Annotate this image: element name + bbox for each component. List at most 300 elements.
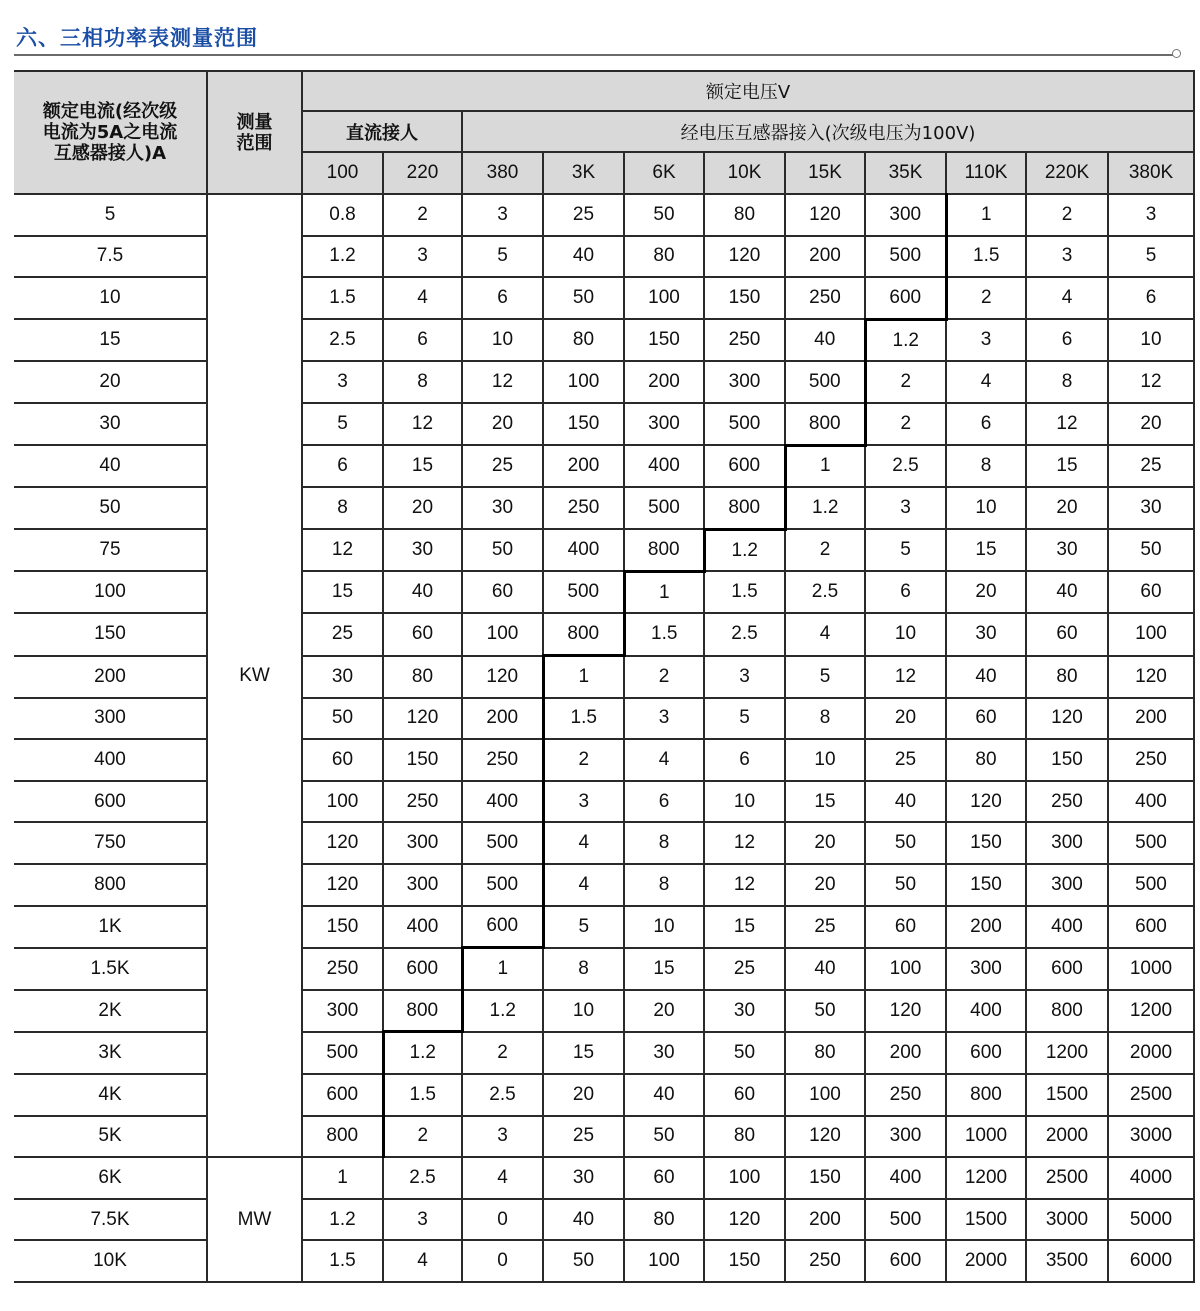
value-cell: 80: [624, 1199, 704, 1241]
value-cell: 150: [302, 906, 383, 948]
value-cell: 50: [462, 529, 543, 571]
value-cell: 30: [302, 656, 383, 698]
value-cell: 3000: [1108, 1116, 1194, 1158]
value-cell: 150: [624, 319, 704, 361]
value-cell: 600: [302, 1074, 383, 1116]
value-cell: 400: [946, 990, 1026, 1032]
value-cell: 0.8: [302, 194, 383, 236]
value-cell: 25: [462, 445, 543, 487]
value-cell: 800: [704, 487, 785, 529]
value-cell: 1.5: [946, 236, 1026, 278]
table-row: [14, 571, 1194, 613]
header-rated-voltage-label: 额定电压V: [705, 82, 791, 103]
value-cell: 6: [1026, 319, 1108, 361]
value-cell: 2: [946, 277, 1026, 319]
value-cell: 12: [704, 864, 785, 906]
value-cell: 250: [302, 948, 383, 990]
value-cell: 5: [785, 656, 865, 698]
value-cell: 120: [785, 194, 865, 236]
value-cell: 50: [624, 1116, 704, 1158]
value-cell: 120: [302, 864, 383, 906]
value-cell: 50: [624, 194, 704, 236]
table-row: [14, 319, 1194, 361]
value-cell: 12: [383, 403, 462, 445]
value-cell: 250: [785, 1240, 865, 1282]
value-cell: 150: [383, 739, 462, 781]
value-cell: 120: [302, 822, 383, 864]
header-measure-range-label: 测量范围: [236, 111, 273, 154]
value-cell: 1: [624, 571, 704, 613]
value-cell: 30: [462, 487, 543, 529]
value-cell: 2: [462, 1032, 543, 1074]
rated-current-cell: 300: [14, 698, 207, 740]
value-cell: 0: [462, 1240, 543, 1282]
table-row: [14, 656, 1194, 698]
value-cell: 8: [624, 864, 704, 906]
rated-current-cell: 6K: [14, 1157, 207, 1199]
value-cell: 500: [462, 822, 543, 864]
value-cell: 600: [865, 1240, 946, 1282]
value-cell: 80: [946, 739, 1026, 781]
value-cell: 3: [1108, 194, 1194, 236]
value-cell: 1.2: [383, 1032, 462, 1074]
value-cell: 30: [704, 990, 785, 1032]
value-cell: 40: [383, 571, 462, 613]
value-cell: 3000: [1026, 1199, 1108, 1241]
value-cell: 15: [624, 948, 704, 990]
value-cell: 1: [302, 1157, 383, 1199]
value-cell: 50: [543, 1240, 624, 1282]
value-cell: 1500: [1026, 1074, 1108, 1116]
table-row: [14, 277, 1194, 319]
value-cell: 6: [624, 781, 704, 823]
value-cell: 15: [946, 529, 1026, 571]
value-cell: 500: [1108, 822, 1194, 864]
value-cell: 50: [543, 277, 624, 319]
value-cell: 1.5: [302, 1240, 383, 1282]
value-cell: 40: [543, 236, 624, 278]
value-cell: 600: [1108, 906, 1194, 948]
table-row: [14, 698, 1194, 740]
value-cell: 5000: [1108, 1199, 1194, 1241]
value-cell: 25: [302, 613, 383, 655]
value-cell: 500: [704, 403, 785, 445]
table-row: [14, 403, 1194, 445]
value-cell: 40: [543, 1199, 624, 1241]
table-row: [14, 990, 1194, 1032]
value-cell: 1.5: [302, 277, 383, 319]
value-cell: 800: [383, 990, 462, 1032]
table-row: [14, 739, 1194, 781]
value-cell: 80: [624, 236, 704, 278]
value-cell: 1.2: [865, 319, 946, 361]
value-cell: 100: [302, 781, 383, 823]
value-cell: 5: [1108, 236, 1194, 278]
rated-current-cell: 3K: [14, 1032, 207, 1074]
value-cell: 50: [302, 698, 383, 740]
value-cell: 120: [704, 236, 785, 278]
rated-current-cell: 40: [14, 445, 207, 487]
value-cell: 300: [1026, 864, 1108, 906]
value-cell: 1.2: [785, 487, 865, 529]
value-cell: 2: [785, 529, 865, 571]
value-cell: 500: [462, 864, 543, 906]
value-cell: 2000: [1026, 1116, 1108, 1158]
value-cell: 4: [785, 613, 865, 655]
header-measure-range: [207, 71, 302, 194]
value-cell: 120: [1108, 656, 1194, 698]
value-cell: 400: [624, 445, 704, 487]
value-cell: 1: [946, 194, 1026, 236]
value-cell: 300: [865, 194, 946, 236]
header-vt-connection-label: 经电压互感器接入(次级电压为100V): [680, 122, 976, 144]
rated-current-cell: 20: [14, 361, 207, 403]
value-cell: 20: [624, 990, 704, 1032]
value-cell: 800: [1026, 990, 1108, 1032]
value-cell: 5: [302, 403, 383, 445]
value-cell: 1.2: [462, 990, 543, 1032]
value-cell: 2: [865, 361, 946, 403]
value-cell: 2: [383, 1116, 462, 1158]
value-cell: 120: [785, 1116, 865, 1158]
value-cell: 3: [462, 1116, 543, 1158]
voltage-header-cell: 15K: [785, 152, 865, 194]
value-cell: 5: [462, 236, 543, 278]
power-range-table: [14, 70, 1195, 1283]
value-cell: 30: [543, 1157, 624, 1199]
value-cell: 200: [865, 1032, 946, 1074]
value-cell: 120: [383, 698, 462, 740]
value-cell: 1200: [946, 1157, 1026, 1199]
value-cell: 300: [704, 361, 785, 403]
value-cell: 500: [1108, 864, 1194, 906]
value-cell: 800: [543, 613, 624, 655]
value-cell: 6000: [1108, 1240, 1194, 1282]
value-cell: 12: [462, 361, 543, 403]
value-cell: 2500: [1108, 1074, 1194, 1116]
value-cell: 2.5: [383, 1157, 462, 1199]
value-cell: 100: [704, 1157, 785, 1199]
value-cell: 5: [704, 698, 785, 740]
section-title: 六、三相功率表测量范围: [16, 26, 258, 50]
table-row: [14, 781, 1194, 823]
value-cell: 8: [624, 822, 704, 864]
value-cell: 25: [1108, 445, 1194, 487]
value-cell: 10: [1108, 319, 1194, 361]
value-cell: 1.2: [704, 529, 785, 571]
rated-current-cell: 2K: [14, 990, 207, 1032]
value-cell: 150: [543, 403, 624, 445]
value-cell: 2.5: [785, 571, 865, 613]
value-cell: 80: [383, 656, 462, 698]
value-cell: 2: [1026, 194, 1108, 236]
table-row: [14, 236, 1194, 278]
value-cell: 600: [704, 445, 785, 487]
value-cell: 250: [462, 739, 543, 781]
value-cell: 400: [462, 781, 543, 823]
value-cell: 500: [865, 236, 946, 278]
value-cell: 4: [383, 1240, 462, 1282]
value-cell: 200: [785, 1199, 865, 1241]
value-cell: 30: [1026, 529, 1108, 571]
value-cell: 20: [1108, 403, 1194, 445]
value-cell: 150: [704, 277, 785, 319]
value-cell: 10: [543, 990, 624, 1032]
rated-current-cell: 50: [14, 487, 207, 529]
value-cell: 25: [704, 948, 785, 990]
value-cell: 4: [543, 822, 624, 864]
voltage-header-cell: 110K: [946, 152, 1026, 194]
value-cell: 1.5: [543, 698, 624, 740]
value-cell: 500: [785, 361, 865, 403]
value-cell: 400: [543, 529, 624, 571]
value-cell: 2.5: [302, 319, 383, 361]
value-cell: 250: [383, 781, 462, 823]
value-cell: 15: [785, 781, 865, 823]
value-cell: 5: [865, 529, 946, 571]
value-cell: 2000: [1108, 1032, 1194, 1074]
value-cell: 100: [624, 277, 704, 319]
value-cell: 4: [946, 361, 1026, 403]
value-cell: 2.5: [865, 445, 946, 487]
rated-current-cell: 10: [14, 277, 207, 319]
table-row: [14, 613, 1194, 655]
value-cell: 200: [624, 361, 704, 403]
value-cell: 25: [543, 1116, 624, 1158]
voltage-header-cell: 380K: [1108, 152, 1194, 194]
table-row: [14, 445, 1194, 487]
value-cell: 40: [624, 1074, 704, 1116]
value-cell: 100: [543, 361, 624, 403]
value-cell: 2.5: [704, 613, 785, 655]
header-vt-connection: [462, 111, 1194, 152]
value-cell: 300: [383, 822, 462, 864]
value-cell: 12: [865, 656, 946, 698]
value-cell: 20: [1026, 487, 1108, 529]
value-cell: 40: [865, 781, 946, 823]
value-cell: 80: [704, 1116, 785, 1158]
value-cell: 500: [543, 571, 624, 613]
voltage-header-cell: 220K: [1026, 152, 1108, 194]
value-cell: 12: [704, 822, 785, 864]
value-cell: 15: [302, 571, 383, 613]
table-row: [14, 1157, 1194, 1199]
value-cell: 500: [624, 487, 704, 529]
value-cell: 100: [865, 948, 946, 990]
value-cell: 12: [1108, 361, 1194, 403]
rated-current-cell: 750: [14, 822, 207, 864]
value-cell: 20: [462, 403, 543, 445]
value-cell: 50: [1108, 529, 1194, 571]
value-cell: 150: [1026, 739, 1108, 781]
value-cell: 1: [785, 445, 865, 487]
value-cell: 600: [865, 277, 946, 319]
value-cell: 80: [704, 194, 785, 236]
table-row: [14, 194, 1194, 236]
value-cell: 400: [1108, 781, 1194, 823]
value-cell: 250: [865, 1074, 946, 1116]
value-cell: 100: [785, 1074, 865, 1116]
value-cell: 250: [785, 277, 865, 319]
value-cell: 1.2: [302, 236, 383, 278]
voltage-header-cell: 10K: [704, 152, 785, 194]
value-cell: 4: [624, 739, 704, 781]
value-cell: 300: [946, 948, 1026, 990]
value-cell: 2500: [1026, 1157, 1108, 1199]
value-cell: 800: [302, 1116, 383, 1158]
value-cell: 150: [946, 822, 1026, 864]
value-cell: 20: [865, 698, 946, 740]
rated-current-cell: 30: [14, 403, 207, 445]
value-cell: 150: [946, 864, 1026, 906]
value-cell: 800: [624, 529, 704, 571]
rated-current-cell: 10K: [14, 1240, 207, 1282]
value-cell: 60: [704, 1074, 785, 1116]
value-cell: 2000: [946, 1240, 1026, 1282]
value-cell: 3: [865, 487, 946, 529]
value-cell: 40: [785, 948, 865, 990]
value-cell: 50: [704, 1032, 785, 1074]
unit-kw-cell: KW: [207, 194, 302, 1157]
value-cell: 300: [302, 990, 383, 1032]
rated-current-cell: 600: [14, 781, 207, 823]
value-cell: 2: [624, 656, 704, 698]
value-cell: 800: [946, 1074, 1026, 1116]
value-cell: 8: [946, 445, 1026, 487]
value-cell: 60: [302, 739, 383, 781]
value-cell: 800: [785, 403, 865, 445]
value-cell: 300: [865, 1116, 946, 1158]
value-cell: 100: [624, 1240, 704, 1282]
value-cell: 20: [785, 822, 865, 864]
value-cell: 250: [543, 487, 624, 529]
value-cell: 5: [543, 906, 624, 948]
value-cell: 60: [1108, 571, 1194, 613]
table-row: [14, 529, 1194, 571]
table-row: [14, 1240, 1194, 1282]
value-cell: 50: [865, 864, 946, 906]
value-cell: 15: [383, 445, 462, 487]
header-direct-connection-label: 直流接人: [346, 122, 418, 144]
unit-mw-cell: MW: [207, 1157, 302, 1282]
voltage-header-cell: 380: [462, 152, 543, 194]
rated-current-cell: 1K: [14, 906, 207, 948]
header-rated-current-label: 额定电流(经次级电流为5A之电流互感器接人)A: [42, 101, 178, 164]
value-cell: 25: [785, 906, 865, 948]
value-cell: 400: [383, 906, 462, 948]
value-cell: 6: [946, 403, 1026, 445]
value-cell: 15: [1026, 445, 1108, 487]
value-cell: 250: [1026, 781, 1108, 823]
value-cell: 60: [1026, 613, 1108, 655]
table-row: [14, 906, 1194, 948]
value-cell: 8: [543, 948, 624, 990]
value-cell: 300: [383, 864, 462, 906]
voltage-header-cell: 35K: [865, 152, 946, 194]
value-cell: 8: [1026, 361, 1108, 403]
value-cell: 10: [462, 319, 543, 361]
value-cell: 60: [383, 613, 462, 655]
value-cell: 3: [383, 1199, 462, 1241]
value-cell: 3: [1026, 236, 1108, 278]
value-cell: 3: [946, 319, 1026, 361]
value-cell: 25: [543, 194, 624, 236]
value-cell: 30: [383, 529, 462, 571]
value-cell: 3: [543, 781, 624, 823]
value-cell: 600: [1026, 948, 1108, 990]
rated-current-cell: 5K: [14, 1116, 207, 1158]
value-cell: 60: [946, 698, 1026, 740]
value-cell: 1000: [1108, 948, 1194, 990]
value-cell: 50: [785, 990, 865, 1032]
value-cell: 3: [462, 194, 543, 236]
rated-current-cell: 200: [14, 656, 207, 698]
value-cell: 6: [302, 445, 383, 487]
value-cell: 8: [383, 361, 462, 403]
value-cell: 120: [462, 656, 543, 698]
table-row: [14, 487, 1194, 529]
value-cell: 30: [1108, 487, 1194, 529]
value-cell: 120: [1026, 698, 1108, 740]
value-cell: 40: [1026, 571, 1108, 613]
header-rated-current: [14, 71, 207, 194]
value-cell: 8: [302, 487, 383, 529]
value-cell: 1.2: [302, 1199, 383, 1241]
table-row: [14, 1199, 1194, 1241]
value-cell: 3: [383, 236, 462, 278]
value-cell: 0: [462, 1199, 543, 1241]
value-cell: 600: [462, 906, 543, 948]
rated-current-cell: 7.5K: [14, 1199, 207, 1241]
value-cell: 120: [704, 1199, 785, 1241]
value-cell: 8: [785, 698, 865, 740]
table-body: [14, 194, 1194, 1282]
header-rated-voltage: [302, 71, 1194, 111]
value-cell: 80: [543, 319, 624, 361]
value-cell: 60: [865, 906, 946, 948]
table-row: [14, 1116, 1194, 1158]
value-cell: 2: [543, 739, 624, 781]
value-cell: 10: [624, 906, 704, 948]
rated-current-cell: 7.5: [14, 236, 207, 278]
value-cell: 1.5: [383, 1074, 462, 1116]
value-cell: 200: [1108, 698, 1194, 740]
value-cell: 120: [946, 781, 1026, 823]
table-row: [14, 361, 1194, 403]
value-cell: 40: [946, 656, 1026, 698]
value-cell: 1.5: [624, 613, 704, 655]
value-cell: 10: [865, 613, 946, 655]
value-cell: 100: [462, 613, 543, 655]
title-divider: [14, 54, 1174, 56]
voltage-header-cell: 6K: [624, 152, 704, 194]
voltage-header-cell: 3K: [543, 152, 624, 194]
rated-current-cell: 100: [14, 571, 207, 613]
value-cell: 30: [946, 613, 1026, 655]
value-cell: 12: [1026, 403, 1108, 445]
voltage-header-cell: 220: [383, 152, 462, 194]
value-cell: 2: [383, 194, 462, 236]
value-cell: 200: [785, 236, 865, 278]
value-cell: 400: [1026, 906, 1108, 948]
value-cell: 10: [785, 739, 865, 781]
value-cell: 1500: [946, 1199, 1026, 1241]
value-cell: 1200: [1026, 1032, 1108, 1074]
value-cell: 10: [946, 487, 1026, 529]
value-cell: 4000: [1108, 1157, 1194, 1199]
value-cell: 4: [1026, 277, 1108, 319]
table-row: [14, 1074, 1194, 1116]
